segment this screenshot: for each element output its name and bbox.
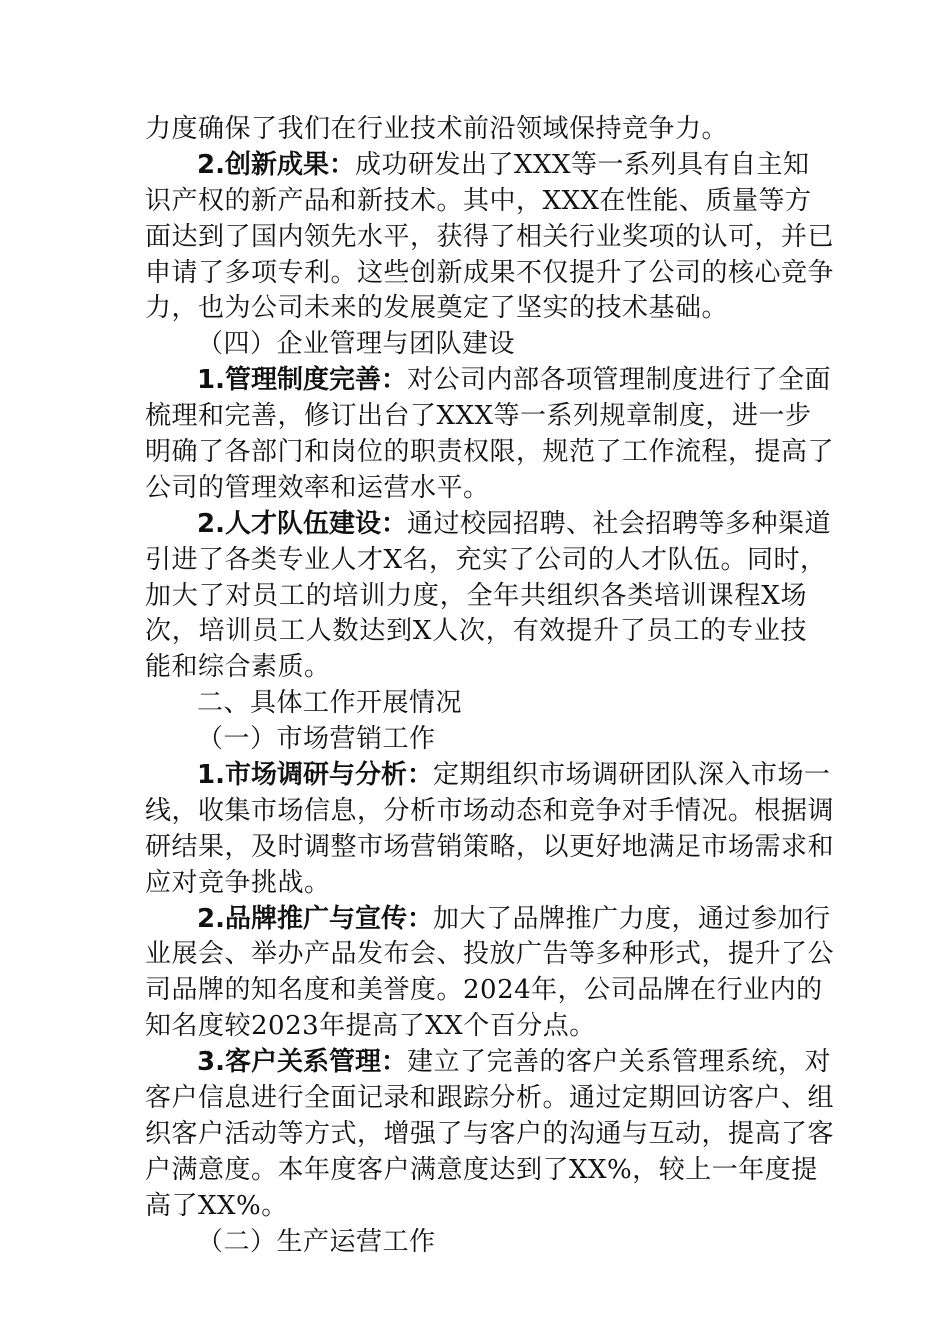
text-line xyxy=(145,614,807,650)
line-text: 力，也为公司未来的发展奠定了坚实的技术基础。 xyxy=(145,293,729,324)
text-line xyxy=(145,1189,807,1225)
line-text: 申请了多项专利。这些创新成果不仅提升了公司的核心竞争 xyxy=(145,257,835,288)
text-line xyxy=(145,902,831,938)
text-line xyxy=(145,686,807,722)
line-text: 通过校园招聘、社会招聘等多种渠道 xyxy=(406,508,831,539)
text-line xyxy=(145,973,823,1009)
line-text: 力度确保了我们在行业技术前沿领域保持竞争力。 xyxy=(145,114,729,144)
text-line xyxy=(145,1081,835,1117)
line-text: （一）市场营销工作 xyxy=(197,724,436,755)
line-text: 能和综合素质。 xyxy=(145,652,331,683)
text-line xyxy=(145,650,807,686)
line-text: 加大了品牌推广力度，通过参加行 xyxy=(432,903,831,934)
item-heading: 1.管理制度完善： xyxy=(197,365,407,396)
line-text: （四）企业管理与团队建设 xyxy=(197,329,516,360)
text-line xyxy=(145,220,835,256)
text-line xyxy=(145,435,835,471)
line-text: 研结果，及时调整市场营销策略，以更好地满足市场需求和 xyxy=(145,831,835,862)
text-line xyxy=(145,291,807,327)
line-text: 客户信息进行全面记录和跟踪分析。通过定期回访客户、组 xyxy=(145,1083,835,1114)
line-text: 加大了对员工的培训力度，全年共组织各类培训课程X场 xyxy=(145,580,807,611)
text-line xyxy=(145,1045,831,1081)
text-line xyxy=(145,148,810,184)
document-body xyxy=(145,112,835,1261)
text-line xyxy=(145,722,807,758)
line-text: 对公司内部各项管理制度进行了全面 xyxy=(406,365,831,396)
text-line xyxy=(145,1117,835,1153)
line-text: 建立了完善的客户关系管理系统，对 xyxy=(406,1047,831,1078)
text-line xyxy=(145,1009,807,1045)
line-text: 业展会、举办产品发布会、投放广告等多种形式，提升了公 xyxy=(145,939,835,970)
line-text: 梳理和完善，修订出台了XXX等一系列规章制度，进一步 xyxy=(145,401,812,432)
line-text: 定期组织市场调研团队深入市场一 xyxy=(432,760,831,791)
text-line xyxy=(145,758,831,794)
line-text: 公司的管理效率和运营水平。 xyxy=(145,472,490,503)
line-text: 二、具体工作开展情况 xyxy=(197,688,463,719)
item-heading: 2.人才队伍建设： xyxy=(197,508,407,539)
line-text: 识产权的新产品和新技术。其中，XXX在性能、质量等方 xyxy=(145,185,812,216)
text-line xyxy=(145,256,835,292)
line-text: 知名度较2023年提高了XX个百分点。 xyxy=(145,1011,596,1042)
text-line xyxy=(145,399,812,435)
line-text: 应对竞争挑战。 xyxy=(145,867,331,898)
line-text: 织客户活动等方式，增强了与客户的沟通与互动，提高了客 xyxy=(145,1118,835,1149)
line-text: 户满意度。本年度客户满意度达到了XX%，较上一年度提 xyxy=(145,1154,818,1185)
text-line xyxy=(145,937,835,973)
line-text: 面达到了国内领先水平，获得了相关行业奖项的认可，并已 xyxy=(145,221,835,252)
text-line xyxy=(145,579,807,615)
item-heading: 2.创新成果： xyxy=(197,149,355,180)
line-text: 次，培训员工人数达到X人次，有效提升了员工的专业技 xyxy=(145,616,807,647)
text-line xyxy=(145,830,835,866)
text-line xyxy=(145,363,831,399)
text-line xyxy=(145,112,807,148)
line-text: 成功研发出了XXX等一系列具有自主知 xyxy=(354,149,810,180)
text-line xyxy=(145,794,835,830)
text-line xyxy=(145,184,812,220)
line-text: 引进了各类专业人才X名，充实了公司的人才队伍。同时， xyxy=(145,544,827,575)
text-line xyxy=(145,1153,818,1189)
line-text: （二）生产运营工作 xyxy=(197,1226,436,1257)
line-text: 司品牌的知名度和美誉度。2024年，公司品牌在行业内的 xyxy=(145,975,823,1006)
text-line xyxy=(145,507,831,543)
line-text: 明确了各部门和岗位的职责权限，规范了工作流程，提高了 xyxy=(145,437,835,468)
text-line xyxy=(145,543,827,579)
item-heading: 2.品牌推广与宣传： xyxy=(197,903,433,934)
item-heading: 1.市场调研与分析： xyxy=(197,760,433,791)
text-line xyxy=(145,327,807,363)
line-text: 高了XX%。 xyxy=(145,1190,288,1221)
line-text: 线，收集市场信息，分析市场动态和竞争对手情况。根据调 xyxy=(145,795,835,826)
text-line xyxy=(145,1225,807,1261)
item-heading: 3.客户关系管理： xyxy=(197,1047,407,1078)
text-line xyxy=(145,471,807,507)
text-line xyxy=(145,866,807,902)
